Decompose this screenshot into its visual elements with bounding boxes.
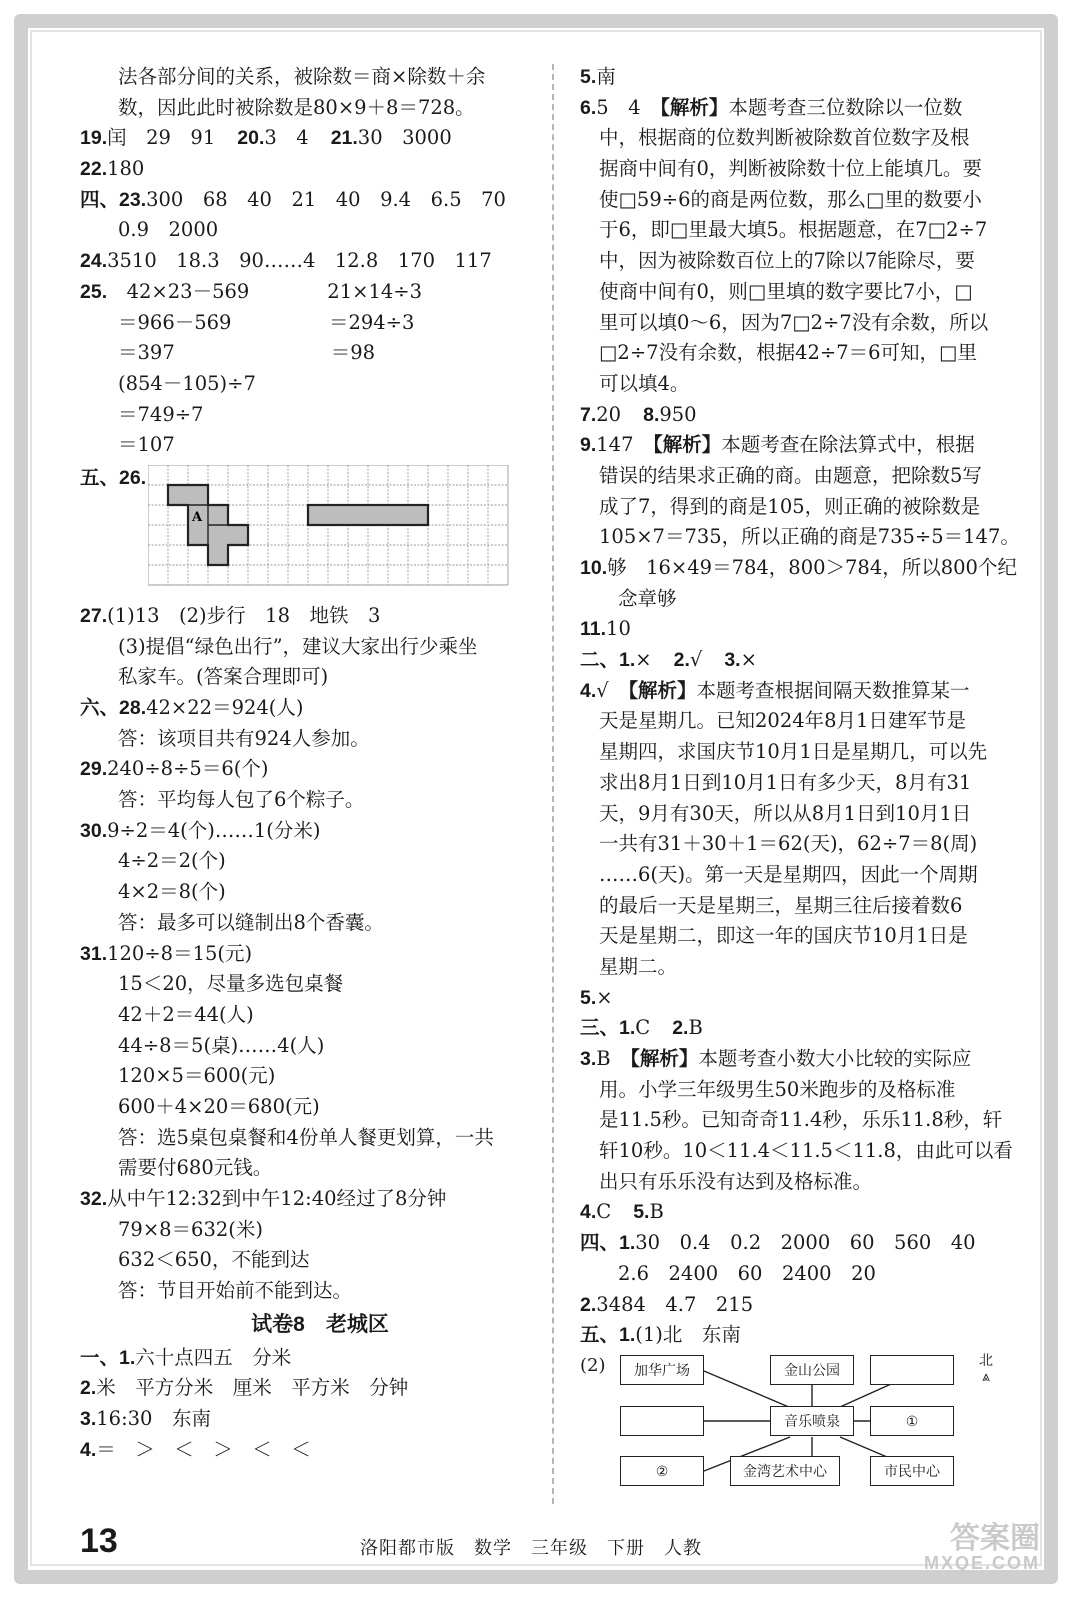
question-number: 二、1. — [580, 649, 636, 672]
question-number: 32. — [80, 1188, 108, 1210]
question-number: 8. — [643, 403, 660, 426]
answer-text: 闰 29 91 — [107, 126, 216, 150]
answer-line: 4×2＝8(个) — [118, 880, 226, 904]
question-number: 7. — [580, 403, 597, 426]
answer-text: 950 — [659, 402, 697, 426]
analysis-tag: 【解析】 — [628, 679, 697, 702]
map-box-bot-left: ② — [620, 1456, 704, 1486]
answer-text: 3484 4.7 215 — [596, 1292, 754, 1316]
answer-line: ＝107 — [118, 433, 175, 457]
answer-text: 10 — [606, 617, 631, 641]
analysis-text: 本题考查根据间隔天数推算某一 — [696, 678, 970, 702]
question-number: 3. — [580, 1048, 597, 1070]
answer-line: 星期二。 — [599, 954, 678, 978]
answer-line: 答：平均每人包了6个粽子。 — [118, 788, 365, 812]
answer-line: 使商中间有0，则□里填的数字要比7小，□ — [599, 279, 973, 303]
answer-text: 42×22＝924(人) — [146, 696, 304, 719]
answer-text: 180 — [107, 157, 145, 181]
answer-line: (854－105)÷7 — [118, 371, 256, 395]
answer-line — [580, 553, 1038, 584]
answer-line — [80, 123, 530, 154]
answer-line: ＝749÷7 — [118, 402, 204, 426]
question-number: 30. — [80, 819, 108, 842]
answer-line — [80, 816, 530, 847]
answer-line — [580, 614, 1038, 645]
answer-line: 4÷2＝2(个) — [118, 849, 226, 873]
answer-line — [80, 246, 530, 277]
question-number: 29. — [80, 758, 108, 781]
answer-line — [80, 939, 530, 970]
footer-text: 洛阳都市版 数学 三年级 下册 人教 — [360, 1538, 702, 1559]
analysis-tag: 【解析】 — [630, 1048, 699, 1070]
left-answers-part3 — [80, 1343, 530, 1466]
question-number: 4. — [580, 1201, 597, 1224]
answer-text: 从中午12:32到中午12:40经过了8分钟 — [107, 1187, 447, 1210]
grid-question — [80, 461, 530, 601]
answer-text: C — [596, 1200, 612, 1224]
question-number: 10. — [580, 557, 608, 579]
answer-line: 105×7＝735，所以正确的商是735÷5＝147。 — [599, 525, 1020, 549]
answer-text: 米 平方分米 厘米 平方米 分钟 — [96, 1376, 409, 1400]
answer-line: ……6(天)。第一天是星期四，因此一个周期 — [599, 862, 978, 886]
answer-text: × — [635, 648, 652, 672]
question-number: 11. — [580, 618, 607, 641]
answer-line: 中，根据商的位数判断被除数首位数字及根 — [599, 126, 970, 150]
question-number: 2. — [580, 1293, 597, 1316]
watermark-title: 答案圈 — [950, 1522, 1040, 1555]
question-number: 三、1. — [580, 1017, 636, 1040]
answer-line: 44÷8＝5(桌)……4(人) — [118, 1033, 325, 1057]
answer-line: 2.6 2400 60 2400 20 — [618, 1261, 876, 1285]
answer-text: 30 0.4 0.2 2000 60 560 40 — [635, 1231, 976, 1255]
answer-line: 可以填4。 — [599, 371, 690, 395]
question-number: 20. — [237, 127, 265, 150]
grid-svg — [148, 465, 510, 595]
answer-line: 里可以填0～6，因为7□2÷7没有余数，所以 — [599, 310, 989, 334]
question-number: 19. — [80, 127, 108, 150]
answer-text: B — [596, 1047, 631, 1070]
answer-line: 需要付680元钱。 — [118, 1156, 273, 1180]
question-number: 9. — [580, 434, 597, 457]
answer-text: √ — [689, 648, 703, 672]
question-number: 22. — [80, 158, 108, 181]
answer-text: 3510 18.3 90……4 12.8 170 117 — [107, 249, 492, 273]
column-divider — [552, 64, 554, 1504]
answer-text: 20 — [596, 402, 622, 426]
page-number: 13 — [80, 1522, 118, 1560]
page-footer — [80, 1522, 1040, 1573]
answer-line: 一共有31＋30＋1＝62(天)，62÷7＝8(周) — [599, 832, 978, 856]
answer-text: 147 — [596, 433, 653, 457]
answer-line: 出只有乐乐没有达到及格标准。 — [599, 1169, 873, 1193]
answer-line: 的最后一天是星期三，星期三往后接着数6 — [599, 893, 963, 917]
question-number: 2. — [672, 1017, 689, 1040]
answer-text: 16:30 东南 — [96, 1407, 211, 1431]
answer-line: 是11.5秒。已知奇奇11.4秒，乐乐11.8秒，轩 — [599, 1108, 1003, 1132]
map-box-mid-right: ① — [870, 1406, 954, 1436]
answer-line: 天，9月有30天，所以从8月1日到10月1日 — [599, 801, 972, 825]
map-box-top-mid: 金山公园 — [770, 1355, 854, 1385]
answer-text: 六十点四五 分米 — [135, 1345, 292, 1369]
answer-text: × — [740, 648, 757, 672]
answer-line: 答：节目开始前不能到达。 — [118, 1279, 353, 1303]
map-box-top-right — [870, 1355, 954, 1385]
answer-line: 轩10秒。10＜11.4＜11.5＜11.8，由此可以看 — [599, 1139, 1013, 1163]
analysis-text: 本题考查三位数除以一位数 — [728, 95, 963, 119]
question-number: 25. — [80, 280, 108, 303]
answer-line: 成了7，得到的商是105，则正确的被除数是 — [599, 494, 981, 518]
question-number: 27. — [80, 604, 108, 627]
question-number: 4. — [580, 679, 597, 702]
question-number: 一、1. — [80, 1346, 136, 1369]
answer-line — [580, 62, 1038, 93]
answer-line: 星期四，求国庆节10月1日是星期几，可以先 — [599, 740, 988, 764]
map-sublabel: (2) — [580, 1354, 606, 1376]
answer-text: × — [596, 985, 613, 1009]
answer-text: C — [635, 1016, 651, 1040]
question-number: 2. — [80, 1377, 97, 1400]
answer-line — [580, 1197, 1038, 1228]
answer-line: 答：选5桌包桌餐和4份单人餐更划算，一共 — [118, 1125, 494, 1149]
question-number: 24. — [80, 250, 108, 273]
answer-text: 30 3000 — [357, 126, 452, 150]
answer-line — [80, 754, 530, 785]
north-arrow-icon: ⩓ — [982, 1368, 990, 1385]
question-number: 6. — [580, 96, 597, 119]
answer-line: 用。小学三年级男生50米跑步的及格标准 — [599, 1077, 956, 1101]
map-box-top-left: 加华广场 — [620, 1355, 704, 1385]
left-answers-part1 — [80, 62, 530, 461]
answer-line: 中，因为被除数百位上的7除以7能除尽，要 — [599, 249, 975, 273]
question-number: 4. — [80, 1438, 97, 1461]
answer-text: 3 4 — [264, 126, 309, 150]
question-number: 21. — [330, 127, 358, 150]
answer-line — [580, 400, 1038, 431]
answer-line — [80, 601, 530, 632]
answer-line — [580, 1013, 1038, 1044]
question-number: 3. — [80, 1408, 97, 1431]
question-number: 5. — [580, 986, 597, 1009]
answer-text: √ — [596, 678, 629, 702]
answer-line — [80, 693, 530, 724]
answer-line: 错误的结果求正确的商。由题意，把除数5写 — [599, 463, 982, 487]
grid-question-number: 五、26. — [80, 466, 147, 489]
answer-text: B — [649, 1200, 664, 1224]
left-answers-part2 — [80, 601, 530, 1307]
analysis-tag: 【解析】 — [653, 434, 722, 457]
answer-text: 南 — [596, 65, 616, 88]
answer-line: 私家车。(答案合理即可) — [118, 665, 329, 689]
question-number: 六、28. — [80, 697, 147, 719]
analysis-text: 本题考查小数大小比较的实际应 — [698, 1047, 972, 1070]
analysis-text: 本题考查在除法算式中，根据 — [721, 433, 975, 457]
answer-text: 240÷8÷5＝6(个) — [107, 757, 269, 781]
watermark-logo — [924, 1524, 1040, 1572]
answer-line — [580, 430, 1038, 461]
question-number: 5. — [580, 66, 597, 88]
answer-line — [80, 1404, 530, 1435]
answer-line: 使□59÷6的商是两位数，那么□里的数要小 — [599, 187, 982, 211]
right-answers — [580, 62, 1038, 1351]
answer-line — [80, 277, 530, 308]
answer-line: ＝397 ＝98 — [118, 341, 376, 365]
answer-line — [580, 1228, 1038, 1259]
answer-line — [580, 1320, 1038, 1351]
answer-text: 300 68 40 21 40 9.4 6.5 70 — [146, 187, 506, 211]
question-number: 五、1. — [580, 1324, 636, 1347]
answer-line: 天是星期几。已知2024年8月1日建军节是 — [599, 709, 966, 733]
answer-text: B — [688, 1016, 703, 1040]
answer-line: 答：最多可以缝制出8个香囊。 — [118, 910, 384, 934]
answer-line — [80, 154, 530, 185]
question-number: 31. — [80, 942, 108, 965]
answer-line: 120×5＝600(元) — [118, 1064, 276, 1088]
answer-line: 数，因此此时被除数是80×9＋8＝728。 — [118, 95, 475, 119]
answer-text: 够 16×49＝784，800＞784，所以800个纪 — [607, 556, 1017, 579]
answer-line — [580, 1044, 1038, 1075]
map-box-bot-right: 市民中心 — [870, 1456, 954, 1486]
answer-line: 600＋4×20＝680(元) — [118, 1094, 320, 1118]
answer-line: 42＋2＝44(人) — [118, 1002, 254, 1026]
answer-line — [580, 645, 1038, 676]
answer-text: 42×23－569 21×14÷3 — [107, 279, 423, 303]
analysis-tag: 【解析】 — [660, 96, 729, 119]
answer-line — [80, 1435, 530, 1466]
map-box-center: 音乐喷泉 — [770, 1406, 854, 1436]
answer-line: (3)提倡“绿色出行”，建议大家出行少乘坐 — [118, 634, 478, 658]
north-indicator — [976, 1353, 996, 1385]
answer-line: 632＜650，不能到达 — [118, 1248, 310, 1272]
answer-line: 法各部分间的关系，被除数＝商×除数＋余 — [118, 65, 486, 88]
question-number: 5. — [633, 1201, 650, 1224]
question-number: 四、23. — [80, 188, 147, 211]
answer-line: 0.9 2000 — [118, 218, 219, 242]
answer-line — [80, 185, 530, 216]
map-diagram — [580, 1351, 1038, 1501]
north-label: 北 — [979, 1352, 993, 1369]
grid-figure — [148, 465, 510, 600]
answer-line: 据商中间有0，判断被除数十位上能填几。要 — [599, 157, 982, 181]
answer-line: 答：该项目共有924人参加。 — [118, 726, 370, 750]
left-column — [80, 62, 530, 1466]
map-box-mid-left — [620, 1406, 704, 1436]
question-number: 3. — [724, 649, 741, 672]
point-a-label: A — [192, 509, 203, 525]
answer-line: □2÷7没有余数，根据42÷7＝6可知，□里 — [599, 341, 977, 365]
answer-text: 120÷8＝15(元) — [107, 941, 253, 965]
answer-text: ＝ ＞ ＜ ＞ ＜ ＜ — [96, 1437, 311, 1461]
answer-line: 79×8＝632(米) — [118, 1217, 263, 1241]
answer-line: 于6，即□里最大填5。根据题意，在7□2÷7 — [599, 218, 988, 242]
map-box-bot-mid: 金湾艺术中心 — [730, 1456, 840, 1486]
question-number: 四、1. — [580, 1232, 636, 1255]
answer-line: ＝966－569 ＝294÷3 — [118, 310, 415, 334]
answer-text: (1)13 (2)步行 18 地铁 3 — [107, 603, 381, 627]
answer-line — [580, 676, 1038, 707]
answer-line — [80, 1373, 530, 1404]
question-number: 2. — [673, 649, 690, 672]
answer-line — [580, 93, 1038, 124]
answer-text: 9÷2＝4(个)……1(分米) — [107, 818, 321, 842]
answer-line: 天是星期二，即这一年的国庆节10月1日是 — [599, 924, 968, 948]
answer-text: (1)北 东南 — [635, 1323, 741, 1347]
answer-line — [80, 1343, 530, 1374]
right-column — [580, 62, 1038, 1501]
answer-line — [580, 983, 1038, 1014]
answer-line: 求出8月1日到10月1日有多少天，8月有31 — [599, 770, 972, 794]
bar-shape — [308, 505, 428, 525]
answer-line — [80, 1184, 530, 1215]
answer-line — [580, 1290, 1038, 1321]
answer-text: 5 4 — [596, 95, 661, 119]
answer-line: 念章够 — [618, 586, 677, 610]
answer-line: 15＜20，尽量多选包桌餐 — [118, 972, 344, 996]
watermark-url: MXQE.COM — [923, 1553, 1040, 1573]
section-title: 试卷8 老城区 — [251, 1312, 389, 1336]
